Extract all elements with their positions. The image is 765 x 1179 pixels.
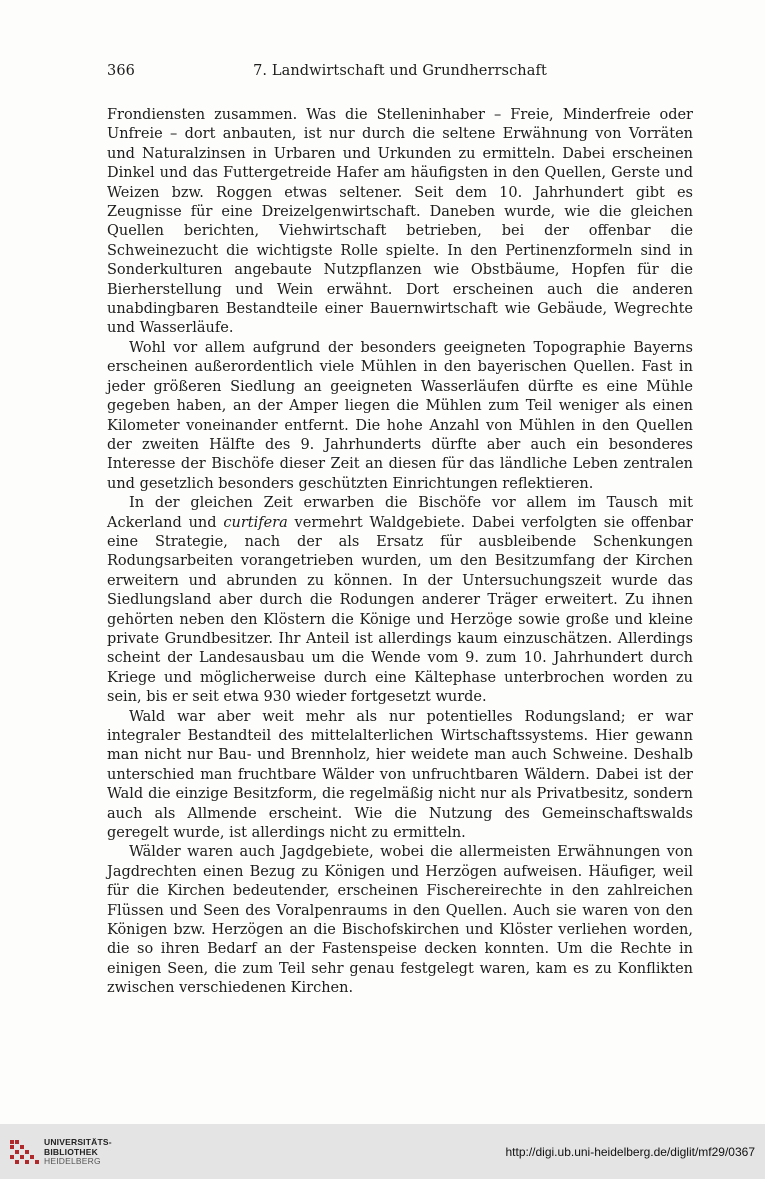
paragraph-4: Wald war aber weit mehr als nur potentielles Rodungsland; er war integraler Bestandteil des mittelalterlichen Wirtschaftssystems. Hier gewann man nicht nur Bau- und Brennholz, hier weidete man auch Schweine. Deshalb unterschied man fruchtbare Wälder von unfruchtbaren Wäldern. Dabei ist der Wald die einzige Besitzform, die regelmäßig nicht nur als Privatbesitz, sondern auch als Allmende erscheint. Wie die Nutzung des Gemeinschaftswalds geregelt wurde, ist allerdings nicht zu ermitteln. <box>107 708 693 842</box>
permalink-url[interactable]: http://digi.ub.uni-heidelberg.de/diglit/mf29/0367 <box>505 1145 755 1159</box>
running-title: 7. Landwirtschaft und Grundherrschaft <box>253 63 547 79</box>
page-header <box>107 63 693 85</box>
viewer-footer <box>0 1124 765 1179</box>
paragraph-3 <box>107 494 693 707</box>
italic-term-curtifera: curtifera <box>223 514 288 531</box>
logo-line-3: HEIDELBERG <box>44 1156 101 1166</box>
logo-line-2: BIBLIOTHEK <box>44 1146 98 1157</box>
paragraph-3-part-2: vermehrt Waldgebiete. Dabei verfolgten sie offenbar eine Strategie, nach der als Ersatz für ausbleibende Schenkungen Rodungsarbeiten vorangetrieben wurden, um den Besitzumfang der Kirchen erweitern und abrunden zu können. In der Untersuchungszeit wurde das Siedlungsland aber durch die Rodungen anderer Träger erweitert. Zu ihnen gehörten neben den Klöstern die Könige und Herzöge sowie große und kleine private Grundbesitzer. Ihr Anteil ist allerdings kaum einzuschätzen. Allerdings scheint der Landesausbau um die Wende vom 9. zum 10. Jahrhundert durch Kriege und möglicherweise durch eine Kältephase unterbrochen worden zu sein, bis er seit etwa 930 wieder fortgesetzt wurde. <box>107 514 693 706</box>
library-logo-icon <box>10 1134 40 1164</box>
library-logo-text <box>44 1138 112 1167</box>
body-text <box>107 106 693 999</box>
logo-line-1: UNIVERSITÄTS- <box>44 1137 112 1147</box>
paragraph-1: Frondiensten zusammen. Was die Stelleninhaber – Freie, Minderfreie oder Unfreie – dort anbauten, ist nur durch die seltene Erwähnung von Vorräten und Naturalzinsen in Urbaren und Urkunden zu ermitteln. Dabei erscheinen Dinkel und das Futtergetreide Hafer am häufigsten in den Quellen, Gerste und Weizen bzw. Roggen etwas seltener. Seit dem 10. Jahrhundert gibt es Zeugnisse für eine Dreizelgenwirtschaft. Daneben wurde, wie die gleichen Quellen berichten, Viehwirtschaft betrieben, bei der offenbar die Schweinezucht die wichtigste Rolle spielte. In den Pertinenzformeln sind in Sonderkulturen angebaute Nutzpflanzen wie Obstbäume, Hopfen für die Bierherstellung und Wein erwähnt. Dort erscheinen auch die anderen unabdingbaren Bestandteile einer Bauernwirtschaft wie Gebäude, Wegrechte und Wasserläufe. <box>107 107 693 337</box>
page-number: 366 <box>107 63 135 79</box>
paragraph-2: Wohl vor allem aufgrund der besonders geeigneten Topographie Bayerns erscheinen außerordentlich viele Mühlen in den bayerischen Quellen. Fast in jeder größeren Siedlung an geeigneten Wasserläufen dürfte es eine Mühle gegeben haben, an der Amper liegen die Mühlen zum Teil weniger als einen Kilometer voneinander entfernt. Die hohe Anzahl von Mühlen in den Quellen der zweiten Hälfte des 9. Jahrhunderts dürfte aber auch ein besonderes Interesse der Bischöfe dieser Zeit an diesen für das ländliche Leben zentralen und gesetzlich besonders geschützten Einrichtungen reflektieren. <box>107 339 693 492</box>
paragraph-5: Wälder waren auch Jagdgebiete, wobei die allermeisten Erwähnungen von Jagdrechten einen Bezug zu Königen und Herzögen aufweisen. Häufiger, weil für die Kirchen bedeutender, erscheinen Fischereirechte in den zahlreichen Flüssen und Seen des Voralpenraums in den Quellen. Auch sie waren von den Königen bzw. Herzögen an die Bischofskirchen und Klöster verliehen worden, die so ihren Bedarf an der Fastenspeise decken konnten. Um die Rechte in einigen Seen, die zum Teil sehr genau festgelegt waren, kam es zu Konflikten zwischen verschiedenen Kirchen. <box>107 844 693 997</box>
paragraph-3-part-1: In der gleichen Zeit erwarben die Bischöfe vor allem im Tausch mit Ackerland und <box>107 495 693 531</box>
library-logo[interactable] <box>10 1132 120 1170</box>
